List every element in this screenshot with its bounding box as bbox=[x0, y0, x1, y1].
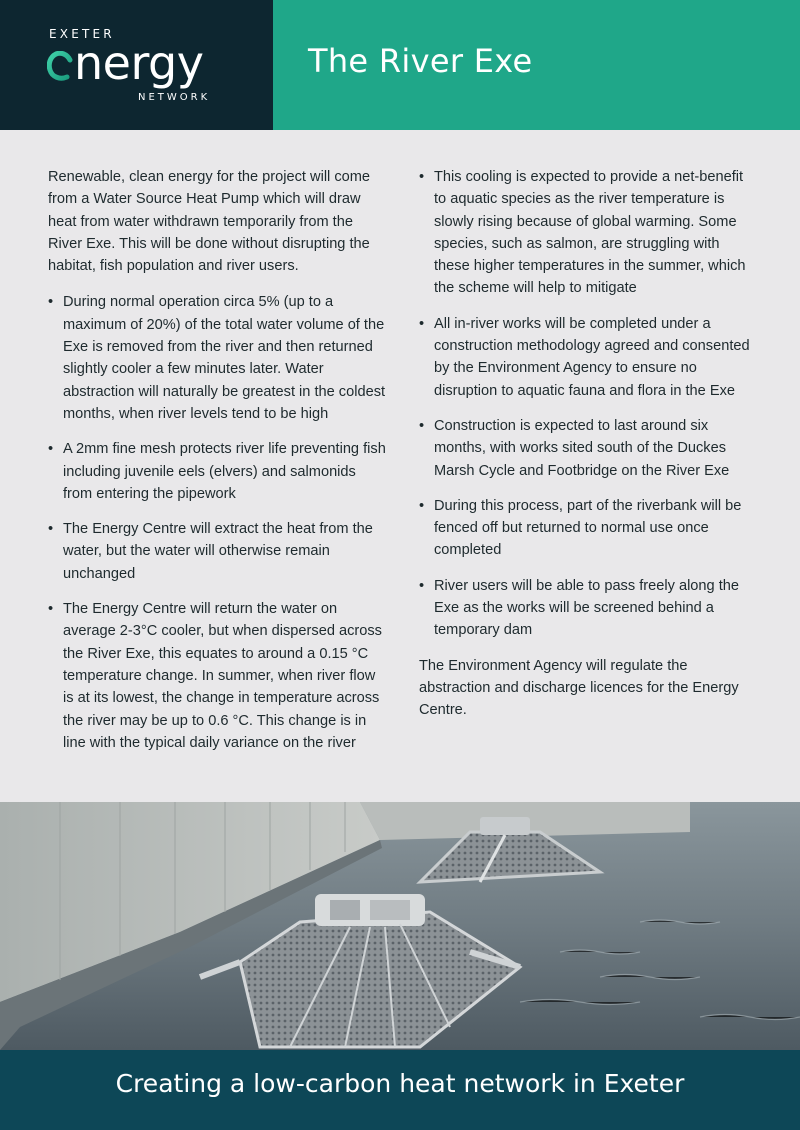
logo-text-network: NETWORK bbox=[138, 92, 211, 103]
footer-tagline: Creating a low-carbon heat network in Exeter bbox=[115, 1069, 685, 1098]
footer-banner bbox=[0, 1050, 800, 1130]
logo-wordmark bbox=[47, 36, 203, 90]
list-item: • Construction is expected to last around six months, with works sited south of the Duckes Marsh Cycle and Footbridge on the River Exe bbox=[419, 415, 759, 482]
header bbox=[0, 0, 800, 130]
river-intake-screens-photo bbox=[0, 802, 800, 1050]
logo-text-exeter: EXETER bbox=[49, 27, 115, 41]
right-column bbox=[419, 166, 759, 736]
list-item: • This cooling is expected to provide a net-benefit to aquatic species as the river temperature is slowly rising because of global warming. Some species, such as salmon, are struggling with these higher temperatures in the summer, which the scheme will help to mitigate bbox=[419, 166, 759, 300]
left-bullet-list bbox=[48, 291, 388, 754]
list-item: • River users will be able to pass freely along the Exe as the works will be screened behind a temporary dam bbox=[419, 575, 759, 642]
logo-text-energy: nergy bbox=[74, 36, 204, 90]
list-item: • All in-river works will be completed under a construction methodology agreed and consented by the Environment Agency to ensure no disruption to aquatic fauna and flora in the Exe bbox=[419, 313, 759, 402]
outro-paragraph: The Environment Agency will regulate the abstraction and discharge licences for the Energy Centre. bbox=[419, 657, 739, 719]
list-item: • During this process, part of the riverbank will be fenced off but returned to normal use once completed bbox=[419, 495, 759, 562]
right-bullet-list bbox=[419, 166, 759, 642]
intake-screen-illustration bbox=[0, 802, 800, 1050]
left-column bbox=[48, 166, 388, 767]
logo-e-swoosh-icon bbox=[47, 51, 73, 81]
list-item: • During normal operation circa 5% (up to a maximum of 20%) of the total water volume of the Exe is removed from the river and then returned slightly cooler a few minutes later. Water abstraction will naturally be greatest in the coldest months, when river levels tend to be high bbox=[48, 291, 388, 425]
list-item: • The Energy Centre will return the water on average 2-3°C cooler, but when dispersed across the River Exe, this equates to around a 0.15 °C temperature change. In summer, when river flow is at its lowest, the change in temperature across the river may be up to 0.6 °C. This change is in line with the typical daily variance on the river bbox=[48, 598, 388, 754]
intro-paragraph: Renewable, clean energy for the project will come from a Water Source Heat Pump which will draw heat from water withdrawn temporarily from the River Exe. This will be done without disrupting the habitat, fish population and river users. bbox=[48, 169, 371, 275]
list-item: • A 2mm fine mesh protects river life preventing fish including juvenile eels (elvers) and salmonids from entering the pipework bbox=[48, 438, 388, 505]
title-banner bbox=[273, 0, 800, 130]
exeter-energy-network-logo bbox=[0, 0, 273, 130]
list-item: • The Energy Centre will extract the heat from the water, but the water will otherwise remain unchanged bbox=[48, 518, 388, 585]
page-title: The River Exe bbox=[308, 42, 533, 80]
